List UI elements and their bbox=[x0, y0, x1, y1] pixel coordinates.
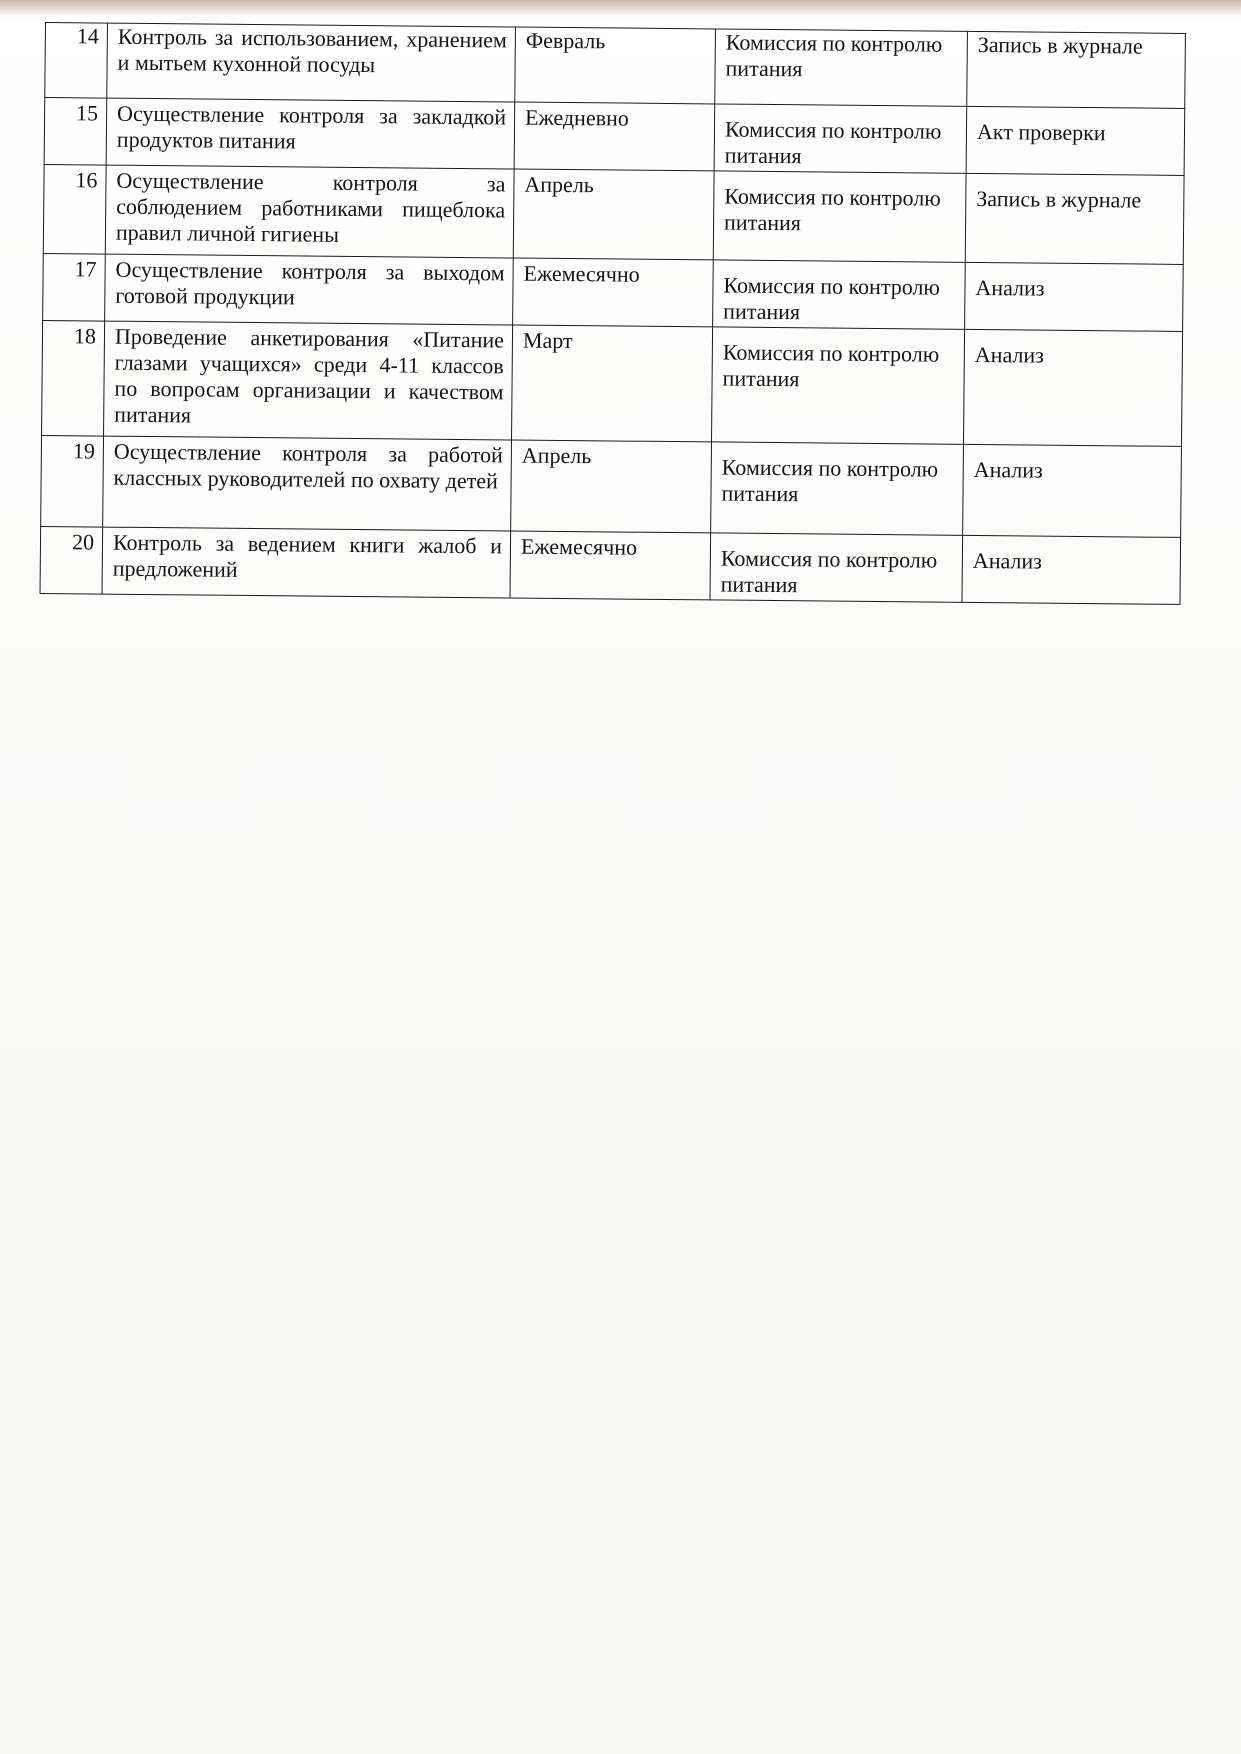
event-cell: Проведение анкетирования «Питание глазами учащихся» среди 4-11 классов по вопросам организации и качеством питания bbox=[104, 321, 513, 440]
row-number: 20 bbox=[40, 526, 103, 594]
responsible-cell: Комиссия по контролю питания bbox=[711, 327, 964, 444]
responsible-cell: Комиссия по контролю питания bbox=[710, 533, 963, 602]
result-cell: Анализ bbox=[962, 535, 1181, 604]
event-cell: Контроль за ведением книги жалоб и предложений bbox=[102, 527, 511, 598]
period-cell: Ежедневно bbox=[514, 102, 715, 171]
row-number: 16 bbox=[43, 164, 106, 254]
event-cell: Осуществление контроля за работой классных руководителей по охвату детей bbox=[103, 436, 512, 531]
row-number: 18 bbox=[42, 320, 105, 436]
period-cell: Апрель bbox=[513, 169, 714, 260]
responsible-cell: Комиссия по контролю питания bbox=[713, 171, 966, 262]
table-row bbox=[41, 435, 1182, 537]
period-cell: Ежемесячно bbox=[513, 258, 714, 327]
row-number: 14 bbox=[45, 23, 108, 99]
table-row bbox=[43, 164, 1184, 264]
responsible-cell: Комиссия по контролю питания bbox=[715, 29, 968, 106]
period-cell: Ежемесячно bbox=[510, 531, 711, 600]
period-cell: Март bbox=[512, 325, 713, 442]
event-cell: Осуществление контроля за выходом готовой продукции bbox=[105, 254, 514, 325]
food-control-plan-table bbox=[40, 22, 1186, 605]
table-row bbox=[42, 320, 1183, 446]
result-cell: Анализ bbox=[963, 329, 1182, 446]
result-cell: Запись в журнале bbox=[965, 173, 1184, 264]
result-cell: Запись в журнале bbox=[967, 31, 1186, 108]
row-number: 17 bbox=[43, 253, 106, 321]
responsible-cell: Комиссия по контролю питания bbox=[713, 260, 966, 329]
result-cell: Акт проверки bbox=[966, 106, 1185, 175]
event-cell: Осуществление контроля за соблюдением работниками пищеблока правил личной гигиены bbox=[105, 165, 514, 258]
event-cell: Осуществление контроля за закладкой продуктов питания bbox=[106, 98, 515, 169]
period-cell: Февраль bbox=[515, 27, 716, 104]
responsible-cell: Комиссия по контролю питания bbox=[711, 442, 964, 535]
row-number: 15 bbox=[44, 98, 107, 166]
page-top-edge bbox=[0, 0, 1241, 18]
period-cell: Апрель bbox=[511, 440, 712, 533]
table-row bbox=[44, 98, 1185, 176]
event-cell: Контроль за использованием, хранением и мытьем кухонной посуды bbox=[107, 23, 516, 102]
row-number: 19 bbox=[41, 435, 104, 527]
table-row bbox=[40, 526, 1181, 604]
result-cell: Анализ bbox=[965, 262, 1184, 331]
table-row bbox=[43, 253, 1184, 331]
result-cell: Анализ bbox=[963, 444, 1182, 537]
responsible-cell: Комиссия по контролю питания bbox=[714, 104, 967, 173]
table-row bbox=[45, 23, 1186, 109]
